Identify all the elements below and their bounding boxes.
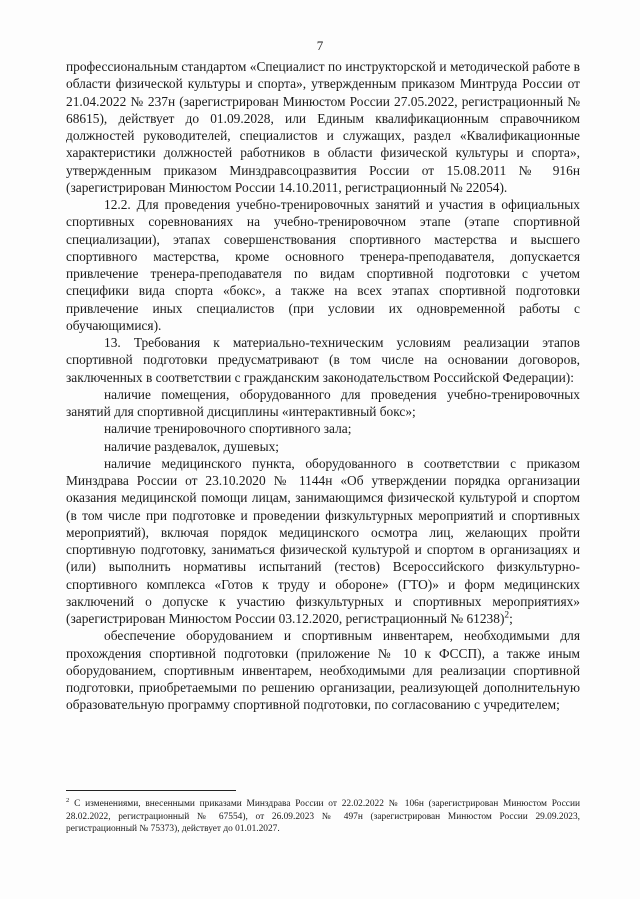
paragraph-qualification-standards: профессиональным стандартом «Специалист по инструкторской и методической работе в области физической культуры и спорта», утвержденным приказом Минтруда России от 21.04.2022 № 237н (зарегистрирован Минюстом России 27.05.2022, регистрационный № 68615), действует до 01.09.2028, или Единым квалификационным справочником должностей руководителей, специалистов и служащих, раздел «Квалификационные характеристики должностей работников в области физической культуры и спорта», утвержденным приказом Минздравсоцразвития России от 15.08.2011 № 916н (зарегистрирован Минюстом России 14.10.2011, регистрационный № 22054).	[66, 59, 580, 195]
list-item-training-room: наличие помещения, оборудованного для проведения учебно-тренировочных занятий для спортивной дисциплины «интерактивный бокс»;	[66, 386, 580, 419]
footnote-marker: 2	[66, 796, 70, 804]
document-body	[66, 58, 580, 714]
list-item-medical-point	[66, 455, 580, 628]
footnote-divider	[66, 790, 236, 791]
list-item-equipment: обеспечение оборудованием и спортивным инвентарем, необходимыми для прохождения спортивной подготовки (приложение № 10 к ФССП), а также иным оборудованием, спортивным инвентарем, необходимыми для реализации спортивной подготовки, приобретаемыми по решению организации, реализующей дополнительную образовательную программу спортивной подготовки, по согласованию с учредителем;	[66, 628, 580, 713]
footnote	[66, 798, 580, 836]
footnote-text: С изменениями, внесенными приказами Минздрава России от 22.02.2022 № 106н (зарегистрирован Минюстом России 28.02.2022, регистрационный № 67554), от 26.09.2023 № 497н (зарегистрирован Минюстом России 29.09.2023, регистрационный № 75373), действует до 01.01.2027.	[66, 799, 581, 835]
footnote-reference: 2	[504, 610, 510, 621]
medical-point-text: наличие медицинского пункта, оборудованного в соответствии с приказом Минздрава России от 23.10.2020 № 1144н «Об утверждении порядка организации оказания медицинской помощи лицам, занимающимся физической культурой и спортом (в том числе при подготовке и проведении физкультурных мероприятий и спортивных мероприятий), включая порядок медицинского осмотра лиц, желающих пройти спортивную подготовку, заниматься физической культурой и спортом в организациях и (или) выполнить нормативы испытаний (тестов) Всероссийского физкультурно-спортивного комплекса «Готов к труду и обороне» (ГТО)» и форм медицинских заключений о допуске к участию физкультурных и спортивных мероприятиях» (зарегистрирован Минюстом России 03.12.2020, регистрационный № 61238)	[66, 455, 580, 626]
list-item-changing-rooms: наличие раздевалок, душевых;	[104, 438, 279, 454]
medical-point-end: ;	[509, 611, 513, 626]
paragraph-13: 13. Требования к материально-техническим условиям реализации этапов спортивной подготовки предусматривают (в том числе на основании договоров, заключенных в соответствии с гражданским законодательством Российской Федерации):	[66, 335, 580, 385]
page-number: 7	[316, 38, 324, 53]
paragraph-12-2: 12.2. Для проведения учебно-тренировочных занятий и участия в официальных спортивных соревнованиях на учебно-тренировочном этапе (этапе спортивной специализации), этапах совершенствования спортивного мастерства и высшего спортивного мастерства, кроме основного тренера-преподавателя, допускается привлечение тренера-преподавателя по видам спортивной подготовки с учетом специфики вида спорта «бокс», а также на всех этапах спортивной подготовки привлечение иных специалистов (при условии их одновременной работы с обучающимися).	[66, 197, 580, 333]
list-item-gym: наличие тренировочного спортивного зала;	[104, 421, 352, 437]
